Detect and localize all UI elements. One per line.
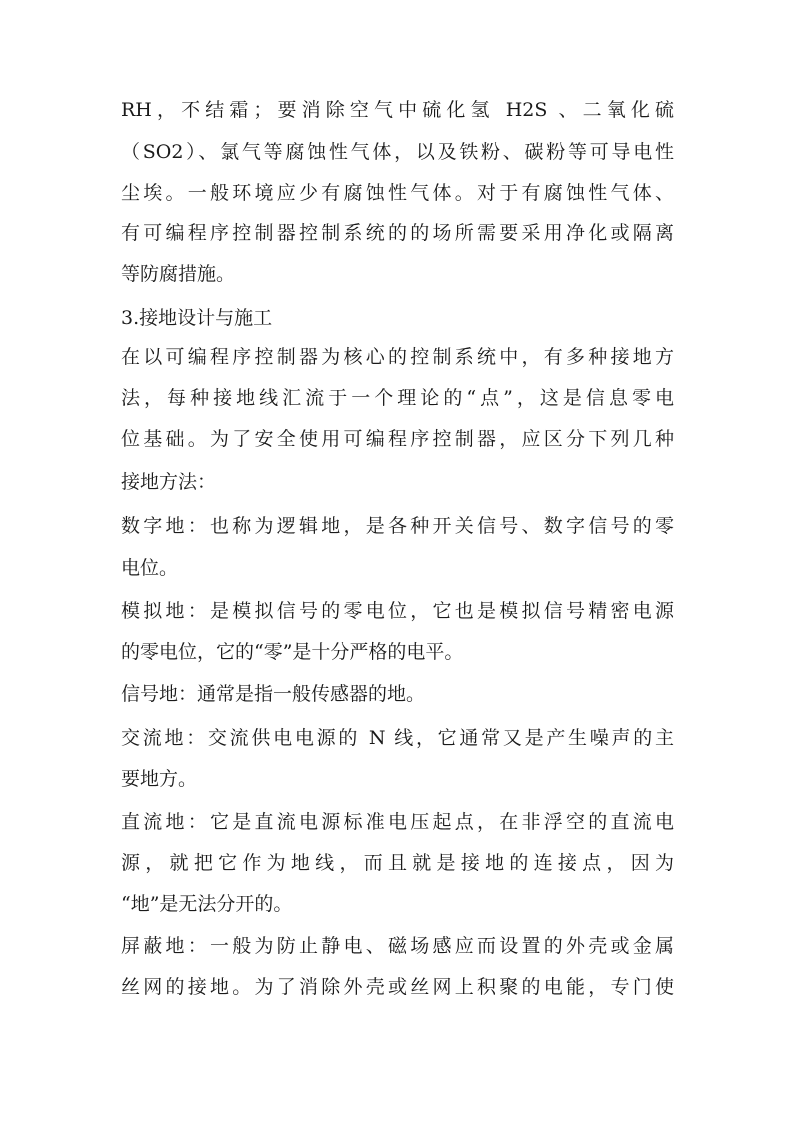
text-line: 数字地：也称为逻辑地，是各种开关信号、数字信号的零 bbox=[121, 515, 674, 537]
text-line: 信号地：通常是指一般传感器的地。 bbox=[121, 683, 426, 705]
text-line: 尘埃。一般环境应少有腐蚀性气体。对于有腐蚀性气体、 bbox=[121, 182, 674, 204]
text-line: 电位。 bbox=[121, 557, 179, 579]
text-line: 模拟地：是模拟信号的零电位，它也是模拟信号精密电源 bbox=[121, 600, 674, 622]
text-line: 直流地：它是直流电源标准电压起点，在非浮空的直流电 bbox=[121, 811, 674, 833]
text-line: 屏蔽地：一般为防止静电、磁场感应而设置的外壳或金属 bbox=[121, 935, 674, 957]
text-line: 丝网的接地。为了消除外壳或丝网上积聚的电能，专门使 bbox=[121, 976, 674, 998]
text-line: 要地方。 bbox=[121, 768, 198, 790]
text-line: “地”是无法分开的。 bbox=[121, 893, 293, 915]
text-line: （SO2）、氯气等腐蚀性气体，以及铁粉、碳粉等可导电性 bbox=[121, 141, 674, 163]
text-line: 位基础。为了安全使用可编程序控制器，应区分下列几种 bbox=[121, 428, 674, 450]
text-line: 的零电位，它的“零”是十分严格的电平。 bbox=[121, 641, 464, 663]
text-line: RH，不结霜；要消除空气中硫化氢 H2S 、二氧化硫 bbox=[121, 99, 674, 121]
text-line: 接地方法： bbox=[121, 471, 217, 493]
text-line: 法，每种接地线汇流于一个理论的“点”，这是信息零电 bbox=[121, 387, 674, 409]
text-line: 在以可编程序控制器为核心的控制系统中，有多种接地方 bbox=[121, 346, 674, 368]
text-line: 交流地：交流供电电源的 N 线，它通常又是产生噪声的主 bbox=[121, 727, 674, 749]
text-line: 有可编程序控制器控制系统的的场所需要采用净化或隔离 bbox=[121, 222, 674, 244]
section-heading: 3.接地设计与施工 bbox=[121, 307, 273, 329]
text-line: 源，就把它作为地线，而且就是接地的连接点，因为 bbox=[121, 852, 674, 874]
text-line: 等防腐措施。 bbox=[121, 263, 236, 285]
